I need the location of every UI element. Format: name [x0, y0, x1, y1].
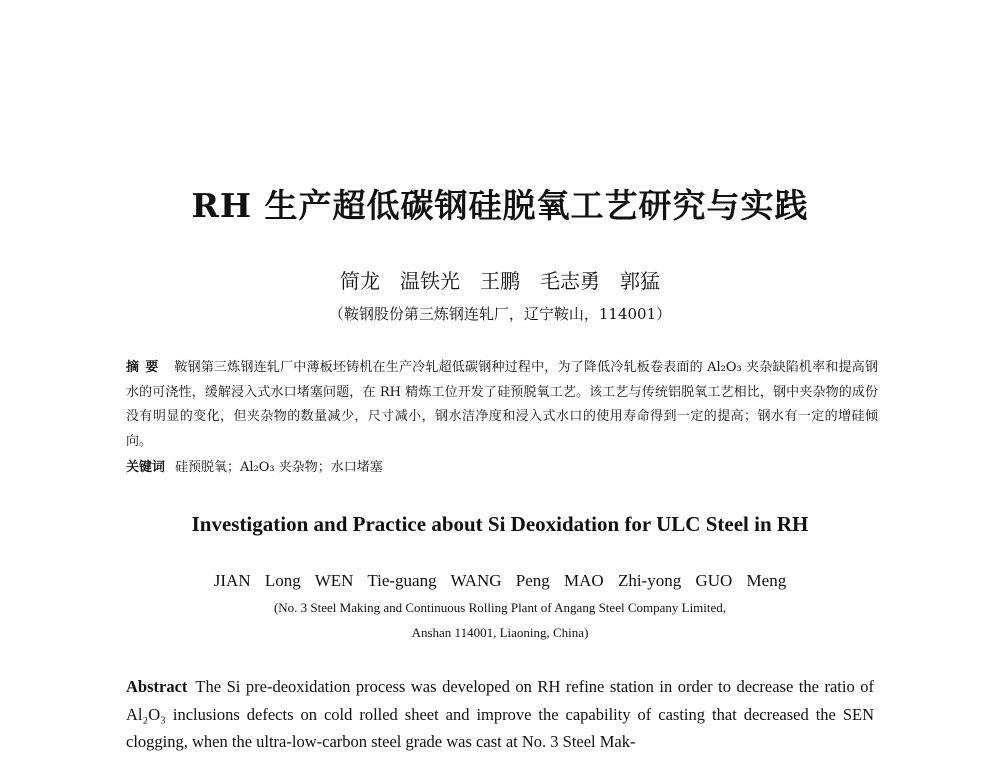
- english-affiliation-line1: (No. 3 Steel Making and Continuous Rolling Plant of Angang Steel Company Limited,: [273, 600, 727, 615]
- chinese-abstract: [126, 356, 878, 454]
- english-abstract-text: The Si pre-deoxidation process was developed on RH refine station in order to decrease the ratio of Al₂O₃ inclusions defects on cold rolled sheet and improve the capability of casting that decreased the SEN clogging, when the ultra-low-carbon steel grade was cast at No. 3 Steel Mak-: [126, 677, 874, 751]
- english-abstract: [126, 673, 874, 756]
- chinese-abstract-label: 摘要: [126, 360, 165, 375]
- chinese-keywords-text: 硅预脱氧；Al₂O₃ 夹杂物；水口堵塞: [175, 460, 383, 475]
- english-title: Investigation and Practice about Si Deoxidation for ULC Steel in RH: [191, 512, 809, 536]
- english-abstract-label: Abstract: [126, 677, 188, 696]
- chinese-keywords: [126, 458, 878, 478]
- english-authors: JIAN Long WEN Tie-guang WANG Peng MAO Zhi-yong GUO Meng: [213, 571, 787, 590]
- chinese-abstract-text: 鞍钢第三炼钢连轧厂中薄板坯铸机在生产冷轧超低碳钢种过程中，为了降低冷轧板卷表面的 Al₂O₃ 夹杂缺陷机率和提高钢水的可浇性，缓解浸入式水口堵塞问题，在 RH 精炼工位开发了硅预脱氧工艺。该工艺与传统铝脱氧工艺相比，钢中夹杂物的成份没有明显的变化，但夹杂物的数量减少，尺寸减小，钢水洁净度和浸入式水口的使用寿命得到一定的提高；钢水有一定的增硅倾向。: [126, 360, 878, 449]
- english-affiliation-line2: Anshan 114001, Liaoning, China): [411, 625, 589, 640]
- chinese-affiliation: （鞍钢股份第三炼钢连轧厂，辽宁鞍山，114001）: [328, 305, 672, 323]
- chinese-title: RH 生产超低碳钢硅脱氧工艺研究与实践: [191, 186, 809, 225]
- chinese-authors: 简龙 温铁光 王鹏 毛志勇 郭猛: [340, 269, 660, 293]
- chinese-keywords-label: 关键词: [126, 460, 166, 475]
